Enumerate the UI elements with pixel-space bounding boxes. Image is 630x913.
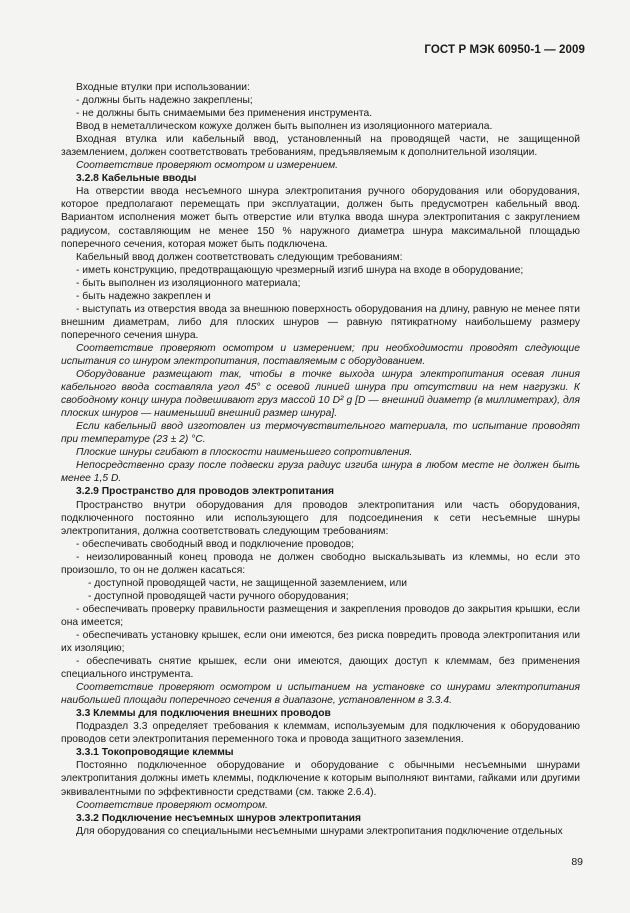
italic-paragraph: Соответствие проверяют осмотром. [76,799,268,811]
paragraph: Ввод в неметаллическом кожухе должен быть выполнен из изоляционного материала. [76,121,493,133]
italic-paragraph: Непосредственно сразу после подвески груза радиус изгиба шнура в любом месте не должен быть менее 1,5 D. [61,460,580,485]
list-item: - не должны быть снимаемыми без применения инструмента. [76,108,373,120]
section-heading: 3.3 Клеммы для подключения внешних проводов [76,708,331,720]
list-item: - обеспечивать установку крышек, если они имеются, без риска повредить провода электропитания или их изоляцию; [61,629,580,655]
paragraph: Для оборудования со специальными несъемными шнурами электропитания подключение отдельных [76,825,563,837]
list-item: - быть выполнен из изоляционного материала; [76,277,301,289]
paragraph: Постоянно подключенное оборудование и оборудование с обычными несъемными шнурами электропитания должны иметь клеммы, подключение к которым выполняют винтами, гайками или другими эквивалентными по эффективности средствами (см. также 2.6.4). [61,760,580,798]
paragraph: Пространство внутри оборудования для проводов электропитания или часть оборудования, подключенного постоянно или использующего для подсоединения к сети несъемные шнуры электропитания, должна соответствовать следующим требованиям: [61,499,580,537]
italic-paragraph: Соответствие проверяют осмотром и измерением. [76,160,339,172]
list-item: - должны быть надежно закреплены; [76,95,253,107]
page-header-title: ГОСТ Р МЭК 60950-1 — 2009 [424,44,585,56]
italic-paragraph: Плоские шнуры сгибают в плоскости наименьшего сопротивления. [76,447,413,459]
sub-list-item: - доступной проводящей части, не защищенной заземлением, или [88,577,408,589]
sub-list-item: - доступной проводящей части ручного оборудования; [88,590,349,602]
italic-paragraph: Если кабельный ввод изготовлен из термочувствительного материала, то испытание проводят при температуре (23 ± 2) °C. [61,421,580,446]
list-item: - неизолированный конец провода не должен свободно выскальзывать из клеммы, но если это произошло, то он не должен касаться: [61,551,580,576]
document-body [61,81,580,838]
list-item: - выступать из отверстия ввода за внешнюю поверхность оборудования на длину, равную не менее пяти внешним диаметрам, либо для плоских шнуров — равную пятикратному наибольшему размеру поперечного сечения шнура. [61,303,580,341]
paragraph: Входные втулки при использовании: [76,82,250,93]
section-heading: 3.3.2 Подключение несъемных шнуров электропитания [76,812,362,824]
italic-paragraph: Соответствие проверяют осмотром и измерением; при необходимости проводят следующие испытания со шнуром электропитания, поставляемым с оборудованием. [61,342,580,367]
page-number: 89 [571,856,583,868]
italic-paragraph: Оборудование размещают так, чтобы в точке выхода шнура электропитания осевая линия кабельного ввода составляла угол 45° с осевой линией шнура при отсутствии на нем нагрузки. К свободному концу шнура подвешивают груз массой 10 D² g [D — внешний диаметр (в миллиметрах), для плоских шнуров — наименьший внешний размер шнура]. [61,369,580,420]
list-item: - обеспечивать свободный ввод и подключение проводов; [76,538,354,550]
paragraph: Кабельный ввод должен соответствовать следующим требованиям: [76,251,403,263]
list-item: - обеспечивать снятие крышек, если они имеются, дающих доступ к клеммам, без применения специального инструмента. [61,656,580,681]
section-heading: 3.2.8 Кабельные вводы [76,173,197,185]
paragraph: Входная втулка или кабельный ввод, установленный на проводящей части, не защищенной заземлением, должен соответствовать требованиям, предъявляемым к дополнительной изоляции. [61,134,580,159]
italic-paragraph: Соответствие проверяют осмотром и испытанием на установке со шнурами электропитания наибольшей площади поперечного сечения в диапазоне, установленном в 3.3.4. [61,682,580,707]
list-item: - обеспечивать проверку правильности размещения и закрепления проводов до закрытия крышки, если она имеется; [61,603,580,628]
paragraph: Подраздел 3.3 определяет требования к клеммам, используемым для подключения к оборудованию проводов сети электропитания переменного тока и провода защитного заземления. [61,721,580,746]
section-heading: 3.3.1 Токопроводящие клеммы [76,747,234,759]
paragraph: На отверстии ввода несъемного шнура электропитания ручного оборудования или оборудования, которое предполагают перемещать при эксплуатации, должен быть предусмотрен кабельный ввод. Вариантом исполнения может быть отверстие или втулка ввода шнура электропитания с закруглением радиусом, составляющим не менее 150 % наружного диаметра шнура максимальной площадью поперечного сечения, которая может быть подключена. [61,186,580,250]
section-heading: 3.2.9 Пространство для проводов электропитания [76,486,335,498]
list-item: - быть надежно закреплен и [76,290,211,302]
list-item: - иметь конструкцию, предотвращающую чрезмерный изгиб шнура на входе в оборудование; [76,264,524,276]
